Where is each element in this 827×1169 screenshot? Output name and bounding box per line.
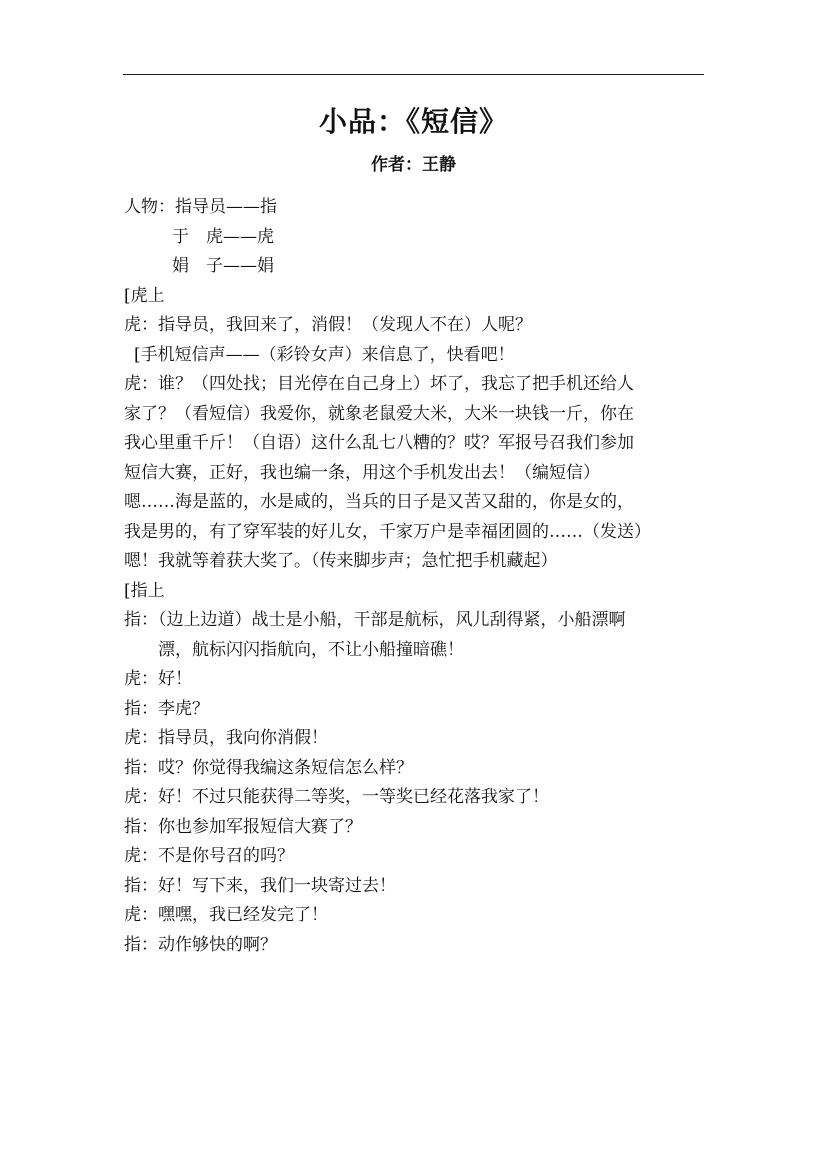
- dialogue-line: 指：李虎？: [124, 698, 209, 719]
- dialogue-line: 短信大赛，正好，我也编一条，用这个手机发出去！（编短信）: [124, 462, 600, 483]
- dialogue-line: 虎：谁？（四处找；目光停在自己身上）坏了，我忘了把手机还给人: [124, 374, 634, 394]
- script-body: [124, 193, 704, 960]
- dialogue-line: 我是男的，有了穿军装的好儿女，千家万户是幸福团圆的……（发送）: [124, 521, 651, 542]
- cast-line: 娟 子——娟: [172, 256, 274, 276]
- cast-line: 人物：指导员——指: [124, 197, 277, 217]
- dialogue-line: 指：好！写下来，我们一块寄过去！: [124, 875, 396, 896]
- dialogue-line: 指：你也参加军报短信大赛了？: [124, 816, 362, 837]
- dialogue-line: 我心里重千斤！（自语）这什么乱七八糟的？哎？军报号召我们参加: [124, 433, 634, 453]
- dialogue-line: 家了？（看短信）我爱你，就象老鼠爱大米，大米一块钱一斤，你在: [124, 403, 634, 424]
- dialogue-line: 虎：指导员，我回来了，消假！（发现人不在）人呢？: [124, 315, 532, 335]
- cast-line: 于 虎——虎: [172, 226, 274, 247]
- stage-direction: [指上: [124, 580, 165, 601]
- dialogue-line: 嗯！我就等着获大奖了。（传来脚步声；急忙把手机藏起）: [124, 551, 558, 571]
- header-rule: [123, 74, 704, 75]
- stage-direction: [手机短信声——（彩铃女声）来信息了，快看吧！: [134, 344, 515, 365]
- author-line: 作者：王静: [371, 155, 456, 175]
- dialogue-line: 虎：好！: [124, 669, 192, 689]
- stage-direction: [虎上: [124, 285, 165, 306]
- dialogue-line: 虎：指导员，我向你消假！: [124, 728, 328, 748]
- dialogue-line: 虎：嘿嘿，我已经发完了！: [124, 905, 328, 925]
- dialogue-line: 漂，航标闪闪指航向，不让小船撞暗礁！: [158, 639, 464, 660]
- dialogue-line: 嗯……海是蓝的，水是咸的，当兵的日子是又苦又甜的，你是女的，: [124, 492, 634, 512]
- dialogue-line: 指：动作够快的啊？: [124, 934, 277, 955]
- page-title: 小品：《短信》: [318, 105, 508, 138]
- dialogue-line: 指：哎？你觉得我编这条短信怎么样？: [124, 757, 413, 778]
- dialogue-line: 虎：不是你号召的吗？: [124, 846, 294, 866]
- dialogue-line: 虎：好！不过只能获得二等奖，一等奖已经花落我家了！: [124, 787, 549, 807]
- dialogue-line: 指：（边上边道）战士是小船，干部是航标，风儿刮得紧，小船漂啊: [124, 610, 626, 630]
